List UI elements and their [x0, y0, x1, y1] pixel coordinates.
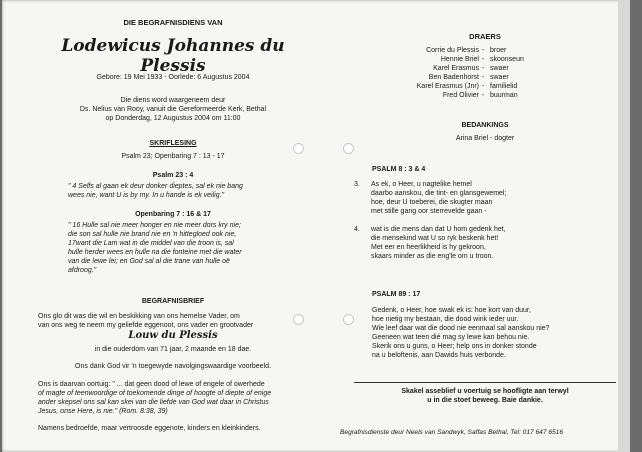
thanks-heading: BEDANKINGS: [461, 122, 509, 129]
letter-signoff: Namens bedroefde, maar vertroosde eggenote, kinders en kleinkinders.: [38, 425, 261, 432]
psalm89-heading: PSALM 89 : 17: [372, 291, 421, 298]
verse-line: wat is die mens dan dat U hom gedenk het,: [371, 226, 506, 233]
bearer-name: Corrie du Plessis: [426, 47, 479, 54]
scripture-heading: SKRIFLESING: [149, 140, 197, 147]
punch-hole: [343, 314, 354, 325]
page-edge: [618, 0, 630, 452]
verse-line: As ek, o Heer, u nagtelike hemel: [371, 181, 472, 188]
deceased-name: Lodewicus Johannes du Plessis: [61, 36, 285, 76]
psalm8-verse-4: [354, 225, 616, 265]
bearer-name: Karel Erasmus: [433, 65, 479, 72]
verse-line: skaars minder as die eng'le om u troon.: [371, 253, 494, 260]
service-intro-line: Die diens word waargeneem deur: [120, 97, 226, 104]
revelation-heading: Openbaring 7 : 16 & 17: [135, 211, 211, 218]
revelation-line: van die lewe lei; en God sal al die trane van hulle oë: [68, 258, 230, 265]
bearers-heading: DRAERS: [469, 32, 501, 41]
bearer-relation: swaer: [490, 65, 509, 72]
psalm8-verse-3: [354, 180, 616, 220]
punch-hole: [343, 143, 354, 154]
psalm23-heading: Psalm 23 : 4: [152, 172, 194, 179]
verse-line: hoe, deur U toeberei, die skugter maan: [371, 199, 493, 206]
verse-line: die mensekind wat U so ryk beskenk het!: [371, 235, 499, 242]
notice-box: [354, 382, 616, 405]
revelation-line: hulle herder wees en hulle na die fonteine met die water: [68, 249, 242, 256]
letter-intro-line: van ons weg te neem my geliefde eggenoot, ons vader en grootvader: [38, 322, 254, 329]
psalm89-line: na u beloftenis, aan Dawids huis verbonde.: [372, 352, 506, 359]
letter-age: in die ouderdom van 71 jaar, 2 maande en 18 dae.: [94, 346, 252, 353]
bearer-relation: buurman: [490, 92, 518, 99]
bearer-name: Hennie Briel: [440, 56, 479, 63]
letter-name: Louw du Plessis: [128, 330, 218, 341]
revelation-line: 17want die Lam wat in die middel van die troon is, sal: [68, 240, 234, 247]
verse-line: met stille gang oor sterrevelde gaan -: [371, 208, 487, 215]
revelation-line: die son sal hulle nie brand nie en 'n hittegloed ook nie,: [68, 231, 237, 238]
footer-funeral-services: Begrafnisdienste deur Neels van Sandwyk, Saffas Bethal, Tel: 017 647 6516: [340, 429, 563, 436]
notice-line: Skakel asseblief u voertuig se hoofligte aan terwyl: [401, 388, 569, 395]
service-intro-line: Ds. Nelius van Rooy, vanuit die Gereformeerde Kerk, Bethal: [79, 106, 267, 113]
verse-number: 4.: [354, 226, 360, 233]
letter-intro-line: Ons glo dit was die wil en beskikking van ons hemelse Vader, om: [38, 313, 240, 320]
verse-line: daarbo aanskou, die tint- en glansgewemel;: [371, 190, 507, 197]
program-sheet: DIE BEGRAFNISDIENS VAN Lodewicus Johannes du Plessis Gebore: 19 Mei 1933 - Oorlede: 6 Augustus 2004 Die diens word waargeneem deur Ds. Nelius van Rooy, vanuit die Gereformeerde Kerk, Bethal op Donderdag, 12 Augustus 2004 om 11:00 SKRIFLESING Psalm 23; Openbaring 7 : 13 - 17 Psalm 23 : 4 " 4 Selfs al gaan ek deur donker dieptes, sal ek nie bang wees nie, want U is by my. In u hande is ek veilig." Openbaring 7 : 16 & 17 " 16 Hulle sal nie meer honger en nie meer dors kry nie; die son sal hulle nie brand nie en 'n hittegloed ook nie, 17want die Lam wat in die middel van die troon is, sal hulle herder wees en hulle na die fonteine met die water van die lewe lei; en God sal al die trane van hulle oë afdroog." BEGRAFNISBRIEF Ons glo dit was die wil en beskikking van ons hemelse Vader, om van ons weg te neem my geliefde eggenoot, ons vader en grootvader Louw du Plessis in die ouderdom van 71 jaar, 2 maande en 18 dae. Ons dank God vir 'n toegewyde navolgingswaardige voorbeeld. Ons is daarvan oortuig: " ... dat geen dood of lewe of engele of owerhede of magte of teenwoordige of toekomende dinge of hoogte of diepte of enige ander skepsel ons sal kan skei van die liefde van God wat daar in Christus Jesus, onse Here, is nie." (Rom. 8:38, 39) Namens bedroefde, maar vertroosde eggenote, kinders en kleinkinders. DRAERS Corrie du Plessis - broer Hennie Briel - skoonseun Karel Erasmus - swaer Ben Badenhorst - swaer Karel Erasmus (Jnr) - familielid Fred Olivier - buurman BEDANKINGS Arina Briel - dogter PSALM 8 : 3 & 4 3. As ek, o Heer, u nagtelike hemel daarbo aanskou, die tint- en glansgewemel; hoe, deur U toeberei, die skugter maan met stille gang oor sterrevelde gaan - 4. wat is die mens dan dat U hom gedenk het, die mensekind wat U so ryk beskenk het! Met eer en heerlikheid is hy gekroon, skaars minder as die eng'le om u troon. PSALM 89 : 17 Gedenk, o Heer, hoe swak ek is: hoe kort van duur, hoe nietig my bestaan, die dood wink ieder uur. Wie leef daar wat die dood nie eenmaal sal aanskou nie? Geeneen wat teen dié mag sy lewe kan behou nie. Skerik ons u guns, o Heer; help ons in donker stonde na u beloftenis, aan Dawids huis verbonde. Skakel asseblief u voertuig se hoofligte aan terwyl u in die stoet beweeg. Baie dankie. Begrafnisdienste deur Neels van Sandwyk, Saffas Bethal, Tel: 017 647 6516: [2, 0, 630, 452]
letter-comfort-line: ander skepsel ons sal kan skei van die liefde van God wat daar in Christus: [38, 399, 269, 406]
letter-heading: BEGRAFNISBRIEF: [141, 298, 205, 305]
psalm23-line: wees nie, want U is by my. In u hande is ek veilig.": [68, 192, 225, 199]
thanks-line: Arina Briel - dogter: [455, 135, 515, 142]
psalm89-line: Skerik ons u guns, o Heer; help ons in donker stonde: [372, 343, 537, 350]
notice-line: u in die stoet beweeg. Baie dankie.: [427, 397, 543, 404]
bearer-relation: swaer: [490, 74, 509, 81]
letter-comfort-line: of magte of teenwoordige of toekomende dinge of hoogte of diepte of enige: [38, 390, 272, 397]
revelation-line: afdroog.": [68, 267, 97, 274]
bearer-name: Fred Olivier: [442, 92, 479, 99]
bearer-relation: broer: [490, 47, 507, 54]
bearer-relation: skoonseun: [490, 56, 524, 63]
service-intro-line: op Donderdag, 12 Augustus 2004 om 11:00: [105, 115, 241, 122]
bearer-name: Karel Erasmus (Jnr): [416, 83, 479, 90]
psalm8-heading: PSALM 8 : 3 & 4: [372, 166, 426, 173]
psalm89-line: Wie leef daar wat die dood nie eenmaal sal aanskou nie?: [372, 325, 550, 332]
scripture-references: Psalm 23; Openbaring 7 : 13 - 17: [121, 153, 225, 160]
letter-thanks: Ons dank God vir 'n toegewyde navolgingswaardige voorbeeld.: [75, 363, 271, 370]
psalm89-line: Geeneen wat teen dié mag sy lewe kan behou nie.: [372, 334, 530, 341]
verse-line: Met eer en heerlikheid is hy gekroon,: [371, 244, 486, 251]
service-header: DIE BEGRAFNISDIENS VAN: [123, 18, 223, 27]
letter-comfort-line: Jesus, onse Here, is nie." (Rom. 8:38, 39): [38, 408, 168, 415]
bearer-name: Ben Badenhorst: [428, 74, 479, 81]
psalm23-line: " 4 Selfs al gaan ek deur donker dieptes, sal ek nie bang: [68, 183, 243, 190]
bearer-relation: familielid: [490, 83, 518, 90]
revelation-line: " 16 Hulle sal nie meer honger en nie meer dors kry nie;: [68, 222, 241, 229]
psalm89-line: hoe nietig my bestaan, die dood wink ieder uur.: [372, 316, 519, 323]
psalm89-line: Gedenk, o Heer, hoe swak ek is: hoe kort van duur,: [372, 307, 531, 314]
letter-comfort-line: Ons is daarvan oortuig: " ... dat geen dood of lewe of engele of owerhede: [38, 381, 265, 388]
verse-number: 3.: [354, 181, 360, 188]
birth-death-dates: Gebore: 19 Mei 1933 - Oorlede: 6 Augustus 2004: [96, 74, 250, 81]
